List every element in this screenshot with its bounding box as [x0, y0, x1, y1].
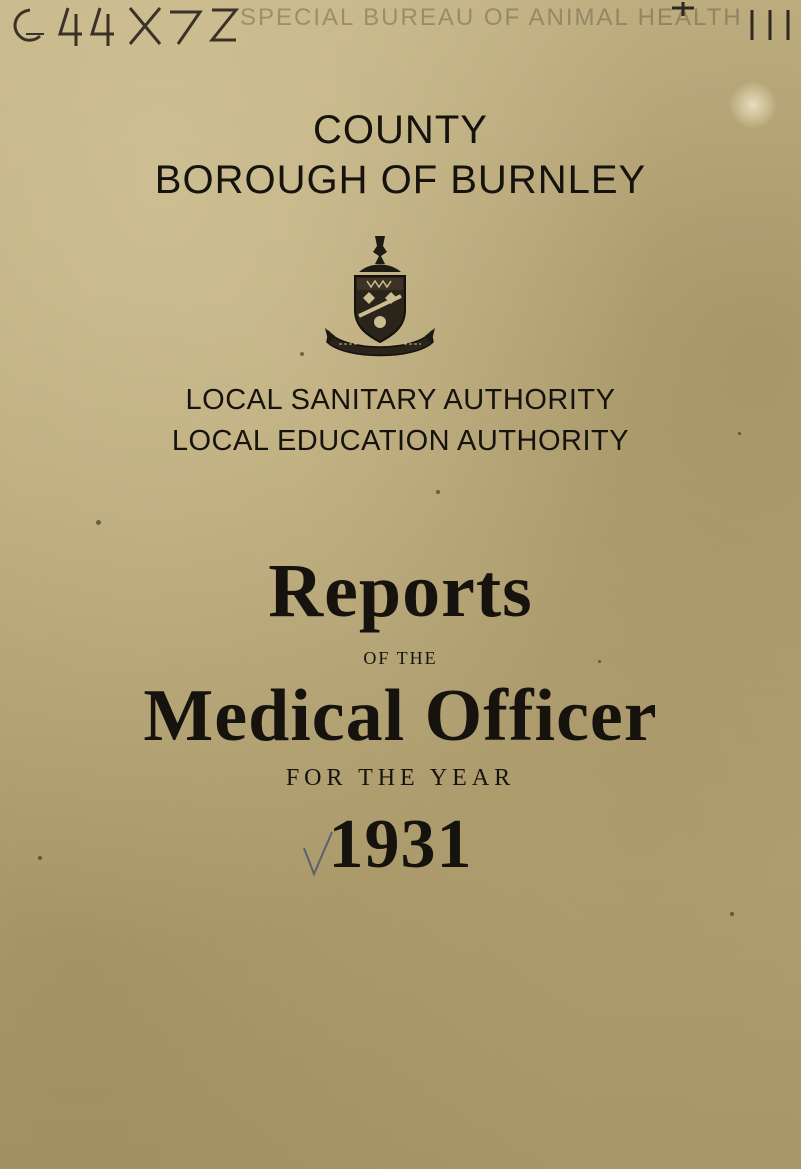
paper-speck: [38, 856, 42, 860]
paper-speck: [436, 490, 440, 494]
coat-of-arms-icon: [315, 232, 445, 362]
reports-title: Reports: [268, 549, 533, 633]
pencil-tick-icon: [300, 830, 334, 878]
header-stamp: [0, 0, 801, 60]
report-year: 1931: [328, 806, 473, 883]
paper-speck: [300, 352, 304, 356]
paper-speck: [730, 912, 734, 916]
for-the-year-label: FOR THE YEAR: [285, 765, 516, 791]
medical-officer-title: Medical Officer: [143, 675, 658, 757]
page-number-mark-icon: [740, 6, 800, 46]
pin-mark-icon: [668, 0, 698, 20]
paper-speck: [738, 432, 741, 435]
sanitary-authority-line: LOCAL SANITARY AUTHORITY: [185, 384, 616, 416]
of-the-label: OF THE: [363, 648, 438, 668]
paper-speck: [598, 660, 601, 663]
paper-speck: [96, 520, 101, 525]
bureau-stamp-text: SPECIAL BUREAU OF ANIMAL HEALTH: [240, 4, 743, 31]
handwritten-catalog-mark-icon: [0, 0, 240, 60]
authority-line-county: COUNTY: [313, 108, 488, 152]
authority-line-borough: BOROUGH OF BURNLEY: [154, 158, 647, 202]
education-authority-line: LOCAL EDUCATION AUTHORITY: [171, 425, 630, 457]
